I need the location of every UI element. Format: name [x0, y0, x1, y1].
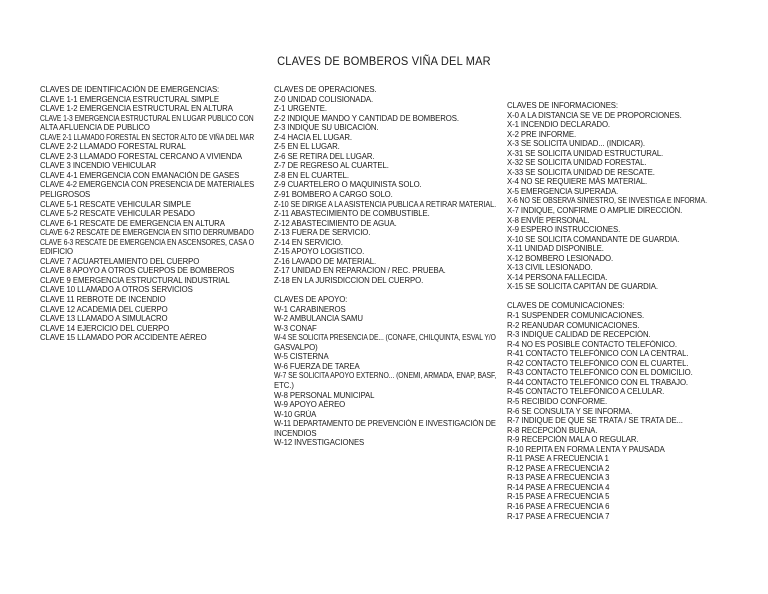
code-line: CLAVE 15 LLAMADO POR ACCIDENTE AÉREO — [40, 333, 207, 343]
code-line: CLAVE 1-2 EMERGENCIA ESTRUCTURAL EN ALTURA — [40, 104, 233, 114]
code-line: X-31 SE SOLICITA UNIDAD ESTRUCTURAL. — [507, 148, 664, 158]
support-code-list — [274, 305, 496, 448]
code-line: R-16 PASE A FRECUENCIA 6 — [507, 501, 610, 511]
code-line: Z-3 INDIQUE SU UBICACIÓN. — [274, 123, 379, 133]
code-line: Z-2 INDIQUE MANDO Y CANTIDAD DE BOMBEROS. — [274, 113, 459, 123]
code-line: X-1 INCENDIO DECLARADO. — [507, 120, 610, 130]
code-line: CLAVE 4-2 EMERGENCIA CON PRESENCIA DE MATERIALES — [40, 180, 255, 190]
column-information-communications — [507, 101, 707, 521]
section-heading-comunicaciones: CLAVES DE COMUNICACIONES: — [507, 301, 625, 311]
code-line: W-11 DEPARTAMENTO DE PREVENCIÓN E INVESTIGACIÓN DE — [274, 419, 496, 429]
code-line: Z-14 EN SERVICIO. — [274, 237, 343, 247]
code-line: CLAVE 5-1 RESCATE VEHICULAR SIMPLE — [40, 199, 191, 209]
code-line: X-3 SE SOLICITA UNIDAD... (INDICAR). — [507, 139, 645, 149]
code-line: CLAVE 7 ACUARTELAMIENTO DEL CUERPO — [40, 256, 200, 266]
code-line: X-10 SE SOLICITA COMANDANTE DE GUARDIA. — [507, 234, 680, 244]
code-line: R-41 CONTACTO TELEFÓNICO CON LA CENTRAL. — [507, 349, 689, 359]
code-line: X-4 NO SE REQUIERE MÁS MATERIAL. — [507, 177, 648, 187]
code-line: X-14 PERSONA FALLECIDA. — [507, 272, 608, 282]
code-line: R-15 PASE A FRECUENCIA 5 — [507, 492, 610, 502]
code-line: R-44 CONTACTO TELEFÓNICO CON EL TRABAJO. — [507, 377, 688, 387]
code-line: Z-1 URGENTE. — [274, 104, 327, 114]
code-line: CLAVE 11 REBROTE DE INCENDIO — [40, 295, 166, 305]
code-line: X-11 UNIDAD DISPONIBLE. — [507, 244, 604, 254]
communications-code-list — [507, 311, 707, 521]
code-line: CLAVE 14 EJERCICIO DEL CUERPO — [40, 323, 170, 333]
code-line: CLAVE 9 EMERGENCIA ESTRUCTURAL INDUSTRIAL — [40, 275, 230, 285]
section-spacer — [274, 285, 496, 295]
code-line: CLAVE 6-1 RESCATE DE EMERGENCIA EN ALTURA — [40, 218, 225, 228]
code-line: R-45 CONTACTO TELEFÓNICO A CELULAR. — [507, 387, 665, 397]
code-line: X-2 PRE INFORME. — [507, 129, 577, 139]
code-line: Z-4 HACIA EL LUGAR. — [274, 132, 352, 142]
code-line: Z-8 EN EL CUARTEL. — [274, 170, 349, 180]
code-line: W-4 SE SOLICITA PRESENCIA DE... (CONAFE, CHILQUINTA, ESVAL Y/O — [274, 333, 496, 343]
code-line: R-5 RECIBIDO CONFORME. — [507, 396, 608, 406]
code-line: R-14 PASE A FRECUENCIA 4 — [507, 482, 610, 492]
code-line: W-9 APOYO AÉREO — [274, 400, 346, 410]
code-line: CLAVE 5-2 RESCATE VEHICULAR PESADO — [40, 209, 195, 219]
code-line: R-3 INDIQUE CALIDAD DE RECEPCIÓN. — [507, 330, 651, 340]
code-line: R-10 REPITA EN FORMA LENTA Y PAUSADA — [507, 444, 665, 454]
code-line: X-32 SE SOLICITA UNIDAD FORESTAL. — [507, 158, 647, 168]
code-line: GASVALPO) — [274, 342, 318, 352]
code-line: X-7 INDIQUE, CONFIRME O AMPLIE DIRECCIÓN. — [507, 206, 683, 216]
code-line: EDIFICIO — [40, 247, 73, 257]
code-line: X-9 ESPERO INSTRUCCIONES. — [507, 225, 621, 235]
code-line: Z-5 EN EL LUGAR. — [274, 142, 340, 152]
code-line: R-11 PASE A FRECUENCIA 1 — [507, 454, 609, 464]
code-line: Z-11 ABASTECIMIENTO DE COMBUSTIBLE. — [274, 209, 430, 219]
code-line: ALTA AFLUENCIA DE PUBLICO — [40, 123, 150, 133]
code-line: Z-17 UNIDAD EN REPARACION / REC. PRUEBA. — [274, 266, 446, 276]
code-line: R-12 PASE A FRECUENCIA 2 — [507, 463, 610, 473]
code-line: W-3 CONAF — [274, 323, 317, 333]
code-line: R-6 SE CONSULTA Y SE INFORMA. — [507, 406, 633, 416]
code-line: X-33 SE SOLICITA UNIDAD DE RESCATE. — [507, 167, 655, 177]
operations-code-list — [274, 95, 496, 286]
code-line: W-10 GRÚA — [274, 409, 317, 419]
code-line: R-1 SUSPENDER COMUNICACIONES. — [507, 311, 645, 321]
code-line: CLAVE 2-2 LLAMADO FORESTAL RURAL — [40, 142, 186, 152]
code-line: CLAVE 6-3 RESCATE DE EMERGENCIA EN ASCENSORES, CASA O — [40, 237, 254, 247]
code-line: PELIGROSOS — [40, 190, 91, 200]
code-line: X-0 A LA DISTANCIA SE VE DE PROPORCIONES. — [507, 110, 682, 120]
code-line: X-5 EMERGENCIA SUPERADA. — [507, 186, 619, 196]
information-code-list — [507, 111, 707, 292]
code-line: R-43 CONTACTO TELEFÓNICO CON EL DOMICILIO. — [507, 368, 693, 378]
code-line: Z-7 DE REGRESO AL CUARTEL. — [274, 161, 389, 171]
code-line: W-12 INVESTIGACIONES — [274, 438, 365, 448]
code-line: R-8 RECEPCIÓN BUENA. — [507, 425, 598, 435]
code-line: W-6 FUERZA DE TAREA — [274, 361, 360, 371]
code-line: Z-15 APOYO LOGISTICO. — [274, 247, 365, 257]
code-line: W-5 CISTERNA — [274, 352, 329, 362]
code-line: R-4 NO ES POSIBLE CONTACTO TELEFÓNICO. — [507, 339, 677, 349]
code-line: R-7 INDIQUE DE QUE SE TRATA / SE TRATA DE... — [507, 416, 683, 426]
code-line: CLAVE 8 APOYO A OTROS CUERPOS DE BOMBEROS — [40, 266, 235, 276]
code-line: Z-16 LAVADO DE MATERIAL. — [274, 256, 377, 266]
section-heading-apoyo: CLAVES DE APOYO: — [274, 295, 348, 305]
code-line: CLAVE 2-3 LLAMADO FORESTAL CERCANO A VIVIENDA — [40, 151, 243, 161]
code-line: CLAVE 3 INCENDIO VEHICULAR — [40, 161, 156, 171]
code-line: CLAVE 12 ACADEMIA DEL CUERPO — [40, 304, 168, 314]
code-line: R-17 PASE A FRECUENCIA 7 — [507, 511, 610, 521]
section-heading-emergencias: CLAVES DE IDENTIFICACIÓN DE EMERGENCIAS: — [40, 85, 220, 94]
code-line: X-15 SE SOLICITA CAPITÁN DE GUARDIA. — [507, 282, 658, 292]
code-line: W-2 AMBULANCIA SAMU — [274, 314, 363, 324]
code-line: Z-0 UNIDAD COLISIONADA. — [274, 94, 374, 104]
code-line: Z-18 EN LA JURISDICCION DEL CUERPO. — [274, 275, 424, 285]
code-line: R-42 CONTACTO TELEFÓNICO CON EL CUARTEL. — [507, 358, 689, 368]
column-emergency-identification — [40, 85, 254, 343]
document-title: CLAVES DE BOMBEROS VIÑA DEL MAR — [277, 54, 491, 68]
code-line: Z-9 CUARTELERO O MAQUINISTA SOLO. — [274, 180, 422, 190]
code-line: CLAVE 13 LLAMADO A SIMULACRO — [40, 314, 168, 324]
code-line: INCENDIOS — [274, 428, 317, 438]
section-spacer — [507, 292, 707, 302]
code-line: X-13 CIVIL LESIONADO. — [507, 263, 593, 273]
code-line: Z-13 FUERA DE SERVICIO. — [274, 228, 371, 238]
emergency-code-list — [40, 95, 254, 343]
code-line: Z-12 ABASTECIMIENTO DE AGUA. — [274, 218, 397, 228]
column-operations-support — [274, 85, 496, 448]
code-line: Z-91 BOMBERO A CARGO SOLO. — [274, 190, 393, 200]
section-heading-informaciones: CLAVES DE INFORMACIONES: — [507, 101, 618, 110]
code-line: CLAVE 6-2 RESCATE DE EMERGENCIA EN SITIO DERRUMBADO — [40, 228, 254, 238]
code-line: X-8 ENVÍE PERSONAL. — [507, 215, 590, 225]
code-line: CLAVE 4-1 EMERGENCIA CON EMANACIÓN DE GASES — [40, 170, 240, 180]
code-line: R-9 RECEPCIÓN MALA O REGULAR. — [507, 435, 639, 445]
code-line: R-2 REANUDAR COMUNICACIONES. — [507, 320, 640, 330]
code-line: W-8 PERSONAL MUNICIPAL — [274, 390, 375, 400]
code-line: CLAVE 1-3 EMERGENCIA ESTRUCTURAL EN LUGAR PUBLICO CON — [40, 113, 254, 123]
code-line: Z-6 SE RETIRA DEL LUGAR. — [274, 151, 375, 161]
code-line: CLAVE 1-1 EMERGENCIA ESTRUCTURAL SIMPLE — [40, 94, 219, 104]
code-line: W-1 CARABINEROS — [274, 304, 346, 314]
code-line: X-6 NO SE OBSERVA SINIESTRO, SE INVESTIGA E INFORMA. — [507, 196, 708, 206]
code-line: ETC.) — [274, 380, 294, 390]
code-line: X-12 BOMBERO LESIONADO. — [507, 253, 614, 263]
code-line: CLAVE 2-1 LLAMADO FORESTAL EN SECTOR ALTO DE VIÑA DEL MAR — [40, 132, 255, 142]
code-line: CLAVE 10 LLAMADO A OTROS SERVICIOS — [40, 285, 193, 295]
code-line: R-13 PASE A FRECUENCIA 3 — [507, 473, 610, 483]
code-line: W-7 SE SOLICITA APOYO EXTERNO... (ONEMI, ARMADA, ENAP, BASF, — [274, 371, 496, 381]
code-line: Z-10 SE DIRIGE A LA ASISTENCIA PUBLICA A RETIRAR MATERIAL. — [274, 199, 497, 209]
section-heading-operaciones: CLAVES DE OPERACIONES. — [274, 85, 377, 94]
